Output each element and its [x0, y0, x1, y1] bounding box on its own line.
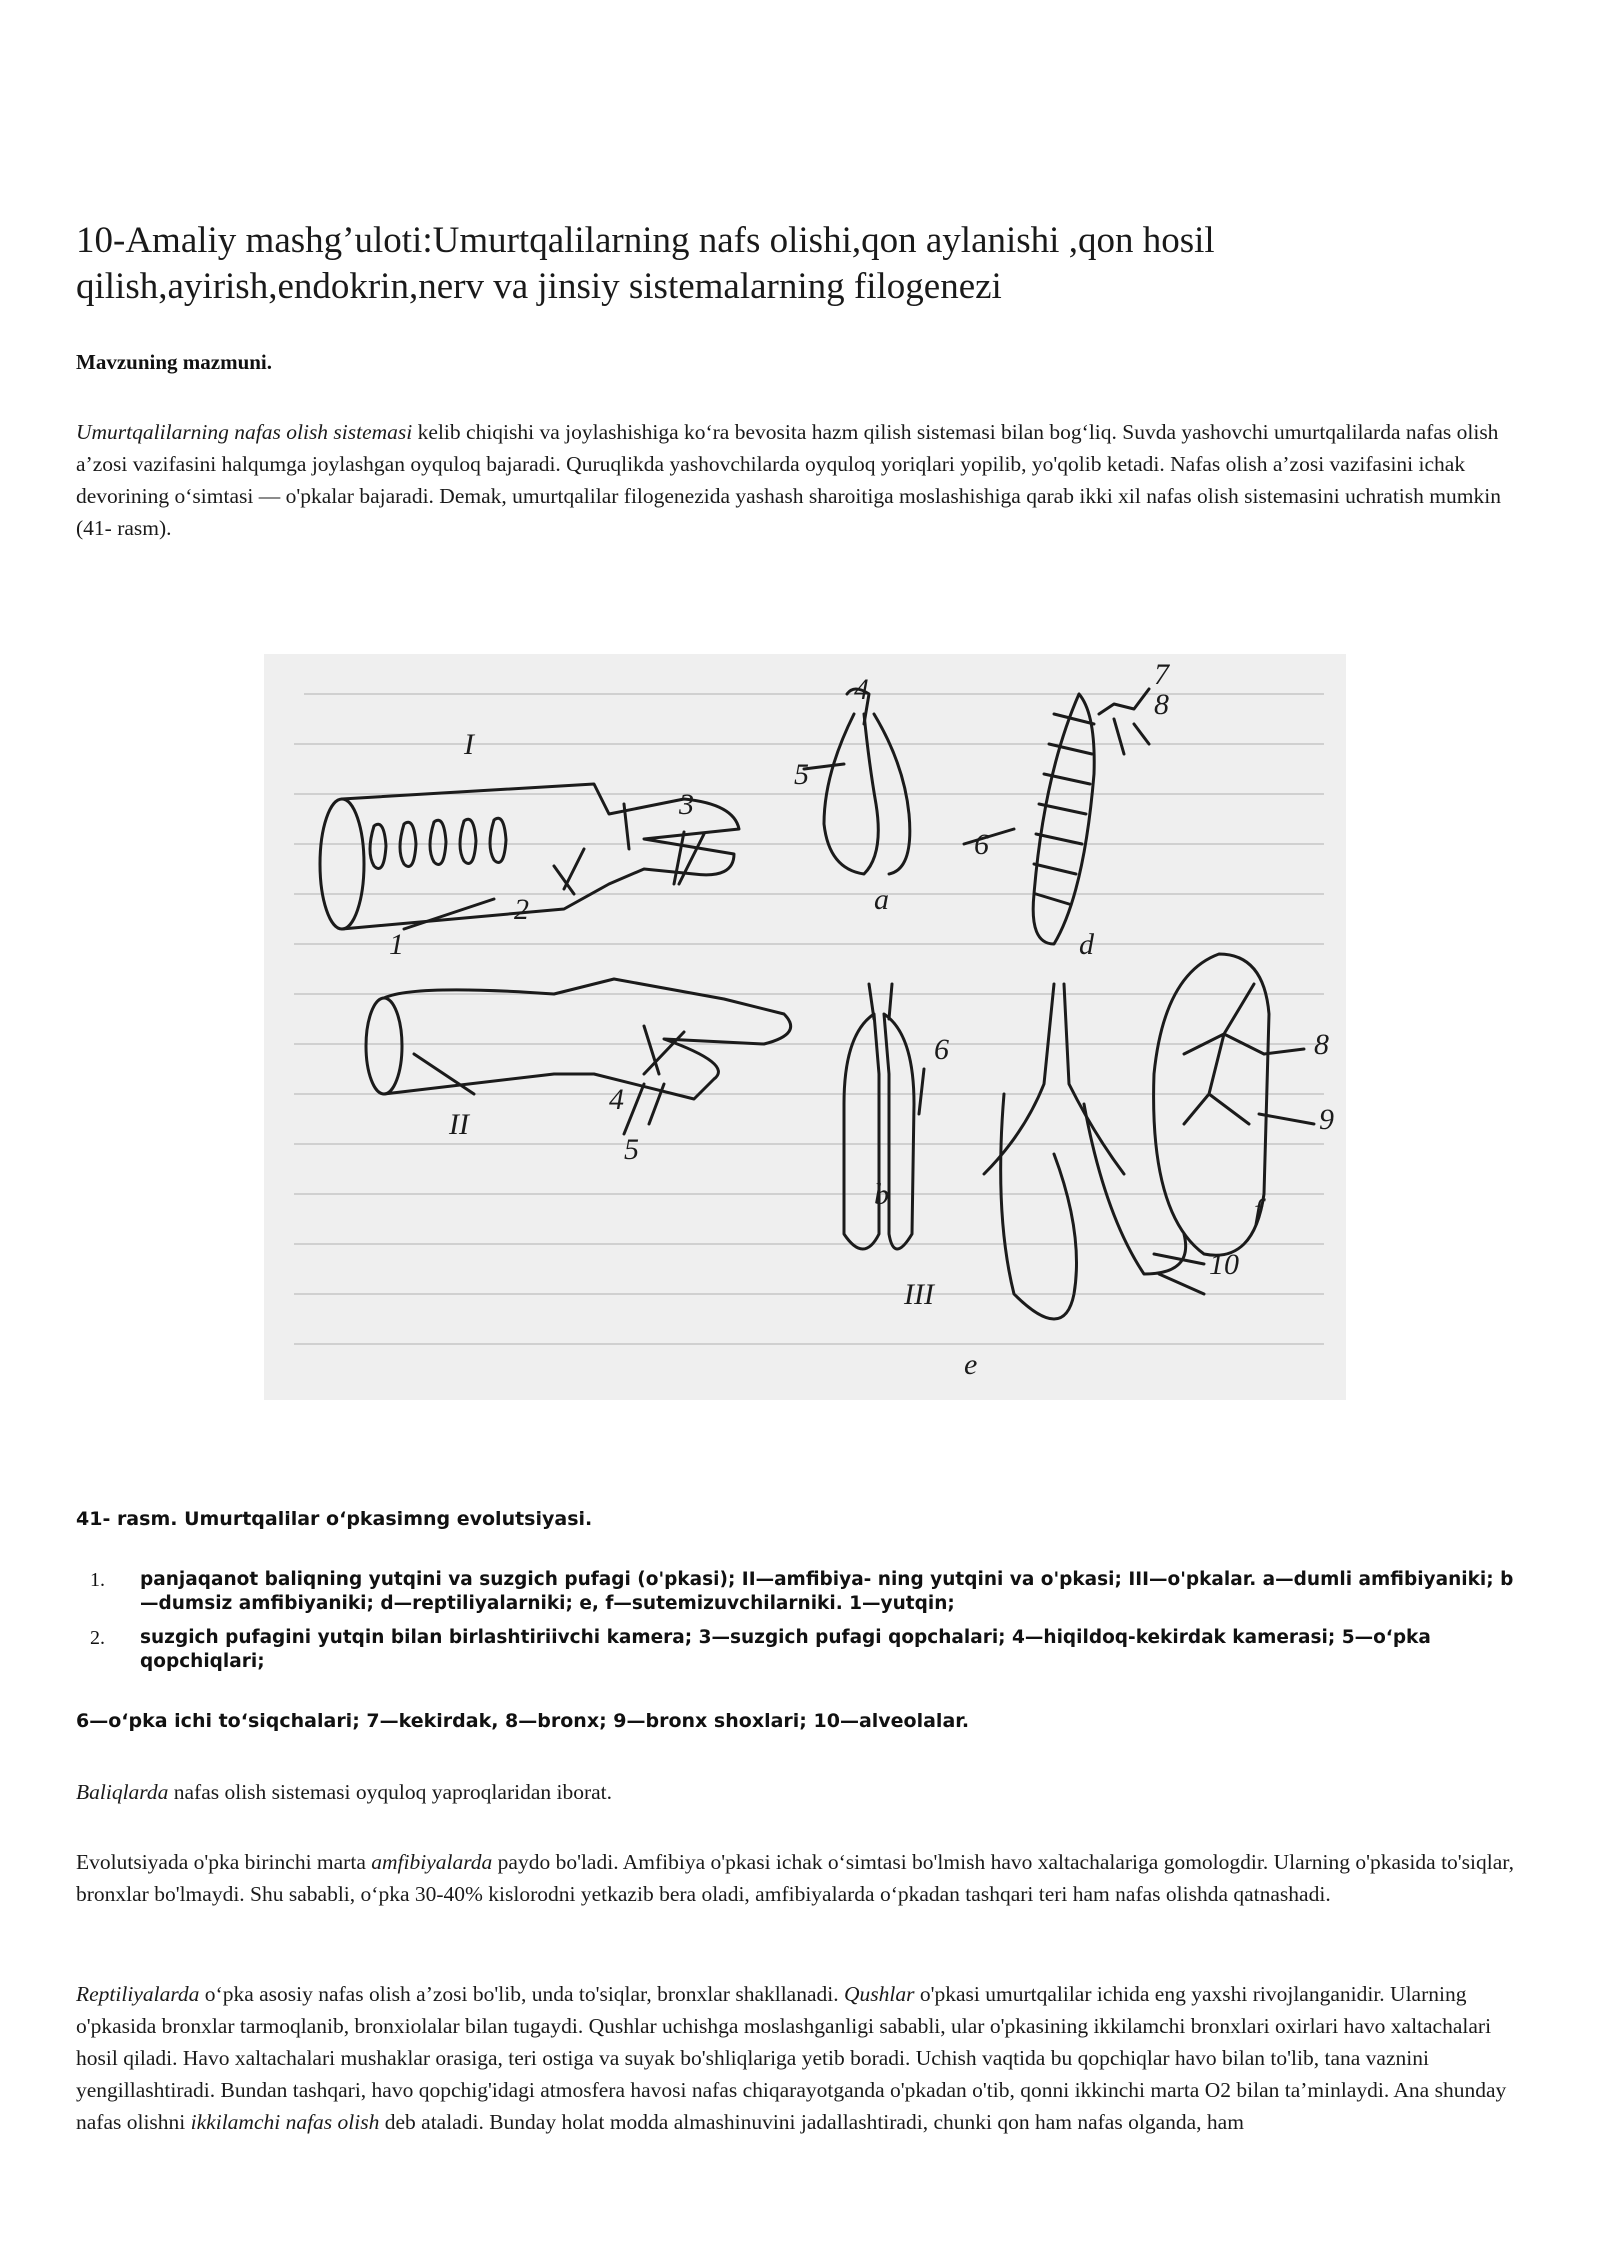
lungs-e — [984, 984, 1204, 1319]
lung-evolution-diagram — [264, 654, 1346, 1400]
paragraph-text: o‘pka asosiy nafas olish a’zosi bo'lib, unda to'siqlar, bronxlar shakllanadi. — [199, 1982, 844, 2006]
figure-lung-evolution — [264, 654, 1346, 1400]
list-number: 1. — [90, 1569, 105, 1591]
label-6-fig-b: 6 — [934, 1033, 949, 1066]
italic-term: ikkilamchi nafas olish — [190, 2110, 380, 2134]
list-text: panjaqanot baliqning yutqini va suzgich pufagi (o'pkasi); II—amfibiya- ning yutqini va o'pkasi; III—o'pkalar. a—dumli amfibiyaniki; b—dumsiz amfibiyaniki; d—reptiliyalarniki; e, f—sutemizuvchilarniki. 1—yutqin; — [140, 1569, 1514, 1614]
paragraph-fish — [76, 1776, 1528, 1808]
lungs-a — [804, 689, 910, 874]
paragraph-text: Evolutsiyada o'pka birinchi marta — [76, 1850, 372, 1874]
lungs-f — [1154, 954, 1314, 1255]
label-5-fig-a: 5 — [794, 758, 809, 791]
page-title: 10-Amaliy mashg’uloti:Umurtqalilarning nafs olishi,qon aylanishi ,qon hosil qilish,ayirish,endokrin,nerv va jinsiy sistemalarning filogenezi — [76, 220, 1215, 307]
paragraph-text: deb ataladi. Bunday holat modda almashinuvini jadallashtiradi, chunki qon ham nafas olganda, ham — [379, 2110, 1244, 2134]
label-1: 1 — [389, 928, 404, 961]
section-subheading: Mavzuning mazmuni. — [76, 350, 273, 374]
label-10: 10 — [1209, 1248, 1239, 1281]
italic-term: amfibiyalarda — [371, 1850, 493, 1874]
list-text: suzgich pufagini yutqin bilan birlashtiriivchi kamera; 3—suzgich pufagi qopchalari; 4—hiqildoq-kekirdak kamerasi; 5—o‘pka qopchiqlari; — [140, 1627, 1431, 1672]
paragraph-text: kelib chiqishi va joylashishiga ko‘ra bevosita hazm qilish sistemasi bilan bog‘liq. Suvda yashovchi umurtqalilarda nafas olish a’zosi vazifasini halqumga joylashgan oyquloq bajaradi. Quruqlikda yashovchilarda oyquloq yoriqlari yopilib, yo'qolib ketadi. Nafas olish a’zosi vazifasini ichak devorining o‘simtasi — o'pkalar bajaradi. Demak, umurtqalilar filogenezida yashash sharoitiga moslashishiga qarab ikki xil nafas olish sistemasini uchratish mumkin (41- rasm). — [76, 420, 1501, 540]
paragraph-reptiles-birds — [76, 1978, 1528, 2138]
label-6-fig-d: 6 — [974, 828, 989, 861]
italic-term: Umurtqalilarning nafas olish sistemasi — [76, 420, 413, 444]
list-item — [76, 1626, 1528, 1674]
label-2: 2 — [514, 893, 529, 926]
figure-caption: 41- rasm. Umurtqalilar o‘pkasimng evolutsiyasi. — [76, 1508, 593, 1530]
caption-continuation: 6—o‘pka ichi to‘siqchalari; 7—kekirdak, 8—bronx; 9—bronx shoxlari; 10—alveolalar. — [76, 1710, 970, 1732]
paragraph-amphibians — [76, 1846, 1528, 1910]
paragraph-text: paydo bo'ladi. Amfibiya o'pkasi ichak o‘simtasi bo'lmish havo xaltachalariga gomologdir. Ularning o'pkasida to'siqlar, bronxlar bo'lmaydi. Shu sababli, o‘pka 30-40% kislorodni yetkazib bera oladi, amfibiyalarda o‘pkadan tashqari teri ham nafas olishda qatnashadi. — [76, 1850, 1514, 1906]
label-d: d — [1079, 928, 1094, 961]
paragraph-respiratory-system — [76, 416, 1528, 544]
label-a: a — [874, 883, 889, 916]
label-roman-I: I — [464, 728, 474, 761]
label-8-fig-d: 8 — [1154, 688, 1169, 721]
label-b: b — [874, 1178, 889, 1211]
paragraph-text: nafas olish sistemasi oyquloq yaproqlaridan iborat. — [168, 1780, 613, 1804]
label-9: 9 — [1319, 1103, 1334, 1136]
label-5-fig2: 5 — [624, 1133, 639, 1166]
caption-list — [76, 1568, 1528, 1684]
italic-term: Baliqlarda — [76, 1780, 169, 1804]
list-item — [76, 1568, 1528, 1616]
amphibian-pharynx-lungs — [366, 979, 791, 1134]
list-number: 2. — [90, 1627, 105, 1649]
label-7: 7 — [1154, 658, 1169, 691]
paragraph-text: o'pkasi umurtqalilar ichida eng yaxshi rivojlanganidir. Ularning o'pkasida bronxlar tarmoqlanib, bronxiolalar bilan tugaydi. Qushlar uchishga moslashganligi sababli, ular o'pkasining ikkilamchi bronxlari oxirlari havo xaltachalari hosil qiladi. Havo xaltachalari mushaklar orasiga, teri ostiga va suyak bo'shliqlariga yetib boradi. Uchish vaqtida bu qopchiqlar havo bilan to'lib, tana vaznini yengillashtiradi. Bundan tashqari, havo qopchig'idagi atmosfera havosi nafas chiqarayotganda o'pkadan o'tib, qonni ikkinchi marta O2 bilan ta’minlaydi. Ana shunday nafas olishni — [76, 1982, 1507, 2134]
label-e: e — [964, 1348, 978, 1381]
label-3: 3 — [679, 788, 694, 821]
label-roman-III: III — [904, 1278, 934, 1311]
lungs-d — [964, 689, 1149, 944]
label-4-fig-a: 4 — [854, 673, 869, 706]
label-f: f — [1254, 1193, 1263, 1226]
label-roman-II: II — [449, 1108, 469, 1141]
italic-term: Reptiliyalarda — [76, 1982, 200, 2006]
label-4-fig2: 4 — [609, 1083, 624, 1116]
italic-term: Qushlar — [844, 1982, 915, 2006]
label-8-fig-f: 8 — [1314, 1028, 1329, 1061]
fish-pharynx-swimbladder — [320, 784, 739, 929]
